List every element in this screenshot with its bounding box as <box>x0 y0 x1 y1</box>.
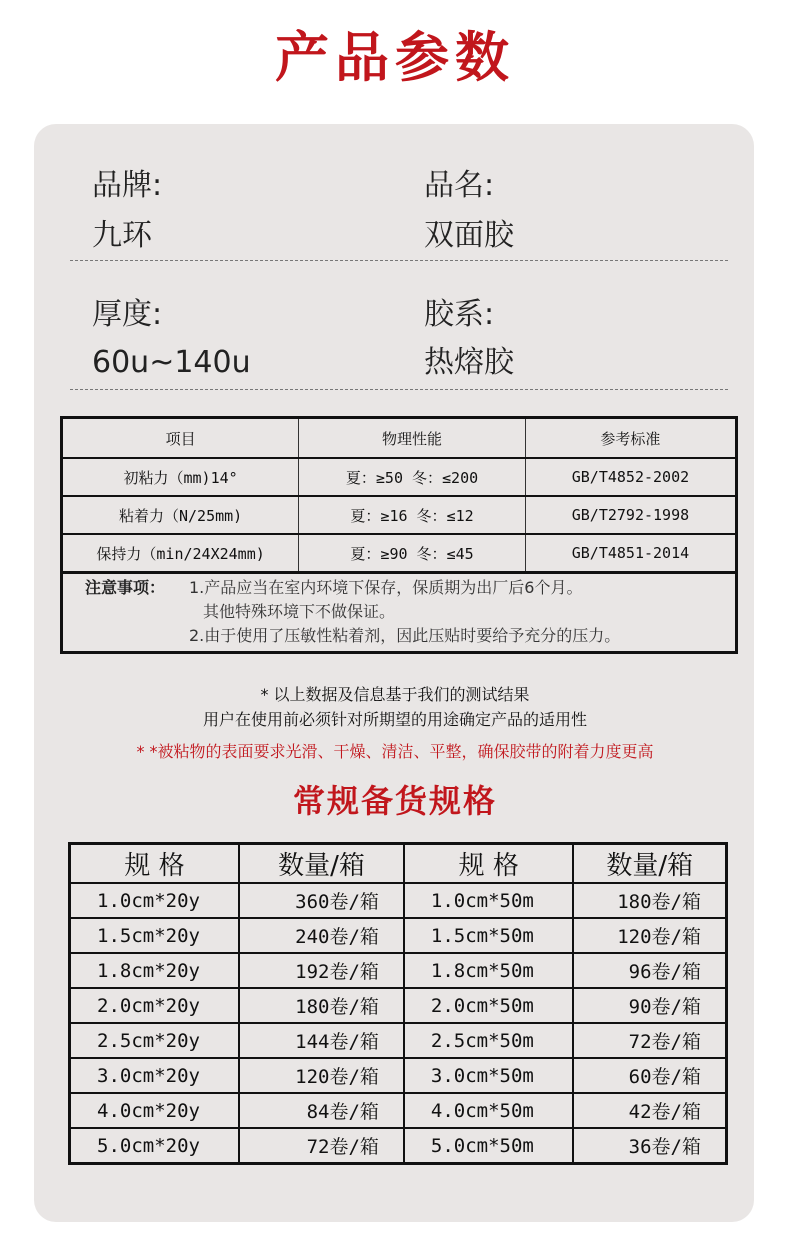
spec-cell: GB/T4851-2014 <box>525 534 736 573</box>
stock-cell: 1.8cm*20y <box>70 953 240 988</box>
page-title: 产品参数 <box>275 26 515 89</box>
stock-cell: 180卷/箱 <box>573 883 726 918</box>
disclaimer-line: * 以上数据及信息基于我们的测试结果 <box>260 685 530 704</box>
stock-cell: 120卷/箱 <box>573 918 726 953</box>
spec-cell: GB/T4852-2002 <box>525 458 736 496</box>
spec-header-cell: 参考标准 <box>525 418 736 459</box>
notes-heading: 注意事项： <box>85 578 166 597</box>
stock-cell: 96卷/箱 <box>573 953 726 988</box>
stock-cell: 1.8cm*50m <box>404 953 574 988</box>
spec-cell: 夏：≥90 冬：≤45 <box>299 534 526 573</box>
spec-row <box>62 496 737 534</box>
notes-box <box>60 563 738 654</box>
spec-header-cell: 物理性能 <box>299 418 526 459</box>
stock-cell: 36卷/箱 <box>573 1128 726 1164</box>
stock-title: 常规备货规格 <box>292 782 497 820</box>
spec-cell: 粘着力（N/25mm) <box>62 496 299 534</box>
spec-header-row <box>62 418 737 459</box>
stock-cell: 72卷/箱 <box>573 1023 726 1058</box>
stock-cell: 2.5cm*20y <box>70 1023 240 1058</box>
stock-cell: 5.0cm*50m <box>404 1128 574 1164</box>
stock-row <box>70 1058 727 1093</box>
brand-label: 品牌: <box>92 168 163 203</box>
stock-row <box>70 1093 727 1128</box>
stock-cell: 1.5cm*50m <box>404 918 574 953</box>
note-line: 1.产品应当在室内环境下保存，保质期为出厂后6个月。 <box>189 578 583 597</box>
stock-header-cell: 规 格 <box>404 844 574 884</box>
stock-cell: 240卷/箱 <box>239 918 404 953</box>
product-name-label: 品名: <box>424 168 495 203</box>
product-name-value: 双面胶 <box>424 218 514 253</box>
stock-row <box>70 883 727 918</box>
stock-row <box>70 988 727 1023</box>
stock-cell: 360卷/箱 <box>239 883 404 918</box>
stock-cell: 2.0cm*20y <box>70 988 240 1023</box>
note-line: 2.由于使用了压敏性粘着剂，因此压贴时要给予充分的压力。 <box>189 626 621 645</box>
stock-cell: 2.0cm*50m <box>404 988 574 1023</box>
spec-cell: GB/T2792-1998 <box>525 496 736 534</box>
spec-table <box>60 416 738 574</box>
stock-header-cell: 数量/箱 <box>573 844 726 884</box>
disclaimer-line: 用户在使用前必须针对所期望的用途确定产品的适用性 <box>202 710 587 729</box>
divider <box>70 260 728 261</box>
stock-cell: 5.0cm*20y <box>70 1128 240 1164</box>
adhesive-value: 热熔胶 <box>424 345 514 380</box>
spec-header-cell: 项目 <box>62 418 299 459</box>
stock-cell: 4.0cm*20y <box>70 1093 240 1128</box>
stock-cell: 90卷/箱 <box>573 988 726 1023</box>
stock-cell: 84卷/箱 <box>239 1093 404 1128</box>
surface-warning: * *被粘物的表面要求光滑、干燥、清洁、平整，确保胶带的附着力度更高 <box>136 742 654 761</box>
stock-cell: 3.0cm*20y <box>70 1058 240 1093</box>
stock-cell: 120卷/箱 <box>239 1058 404 1093</box>
divider <box>70 389 728 390</box>
stock-cell: 72卷/箱 <box>239 1128 404 1164</box>
brand-value: 九环 <box>92 218 152 253</box>
stock-cell: 1.0cm*20y <box>70 883 240 918</box>
stock-table <box>68 842 728 1165</box>
stock-cell: 192卷/箱 <box>239 953 404 988</box>
spec-cell: 夏：≥50 冬：≤200 <box>299 458 526 496</box>
stock-cell: 144卷/箱 <box>239 1023 404 1058</box>
stock-row <box>70 1128 727 1164</box>
stock-cell: 4.0cm*50m <box>404 1093 574 1128</box>
stock-cell: 180卷/箱 <box>239 988 404 1023</box>
stock-header-cell: 规 格 <box>70 844 240 884</box>
spec-cell: 初粘力（mm)14° <box>62 458 299 496</box>
stock-cell: 3.0cm*50m <box>404 1058 574 1093</box>
stock-cell: 42卷/箱 <box>573 1093 726 1128</box>
stock-row <box>70 953 727 988</box>
spec-cell: 保持力（min/24X24mm) <box>62 534 299 573</box>
stock-cell: 1.0cm*50m <box>404 883 574 918</box>
stock-cell: 60卷/箱 <box>573 1058 726 1093</box>
stock-row <box>70 918 727 953</box>
adhesive-label: 胶系: <box>424 297 495 332</box>
stock-row <box>70 1023 727 1058</box>
stock-cell: 2.5cm*50m <box>404 1023 574 1058</box>
spec-row <box>62 458 737 496</box>
thickness-value: 60u~140u <box>92 345 251 380</box>
note-line: 其他特殊环境下不做保证。 <box>203 602 396 621</box>
stock-cell: 1.5cm*20y <box>70 918 240 953</box>
thickness-label: 厚度: <box>92 297 163 332</box>
spec-cell: 夏：≥16 冬：≤12 <box>299 496 526 534</box>
stock-header-cell: 数量/箱 <box>239 844 404 884</box>
stock-header-row <box>70 844 727 884</box>
